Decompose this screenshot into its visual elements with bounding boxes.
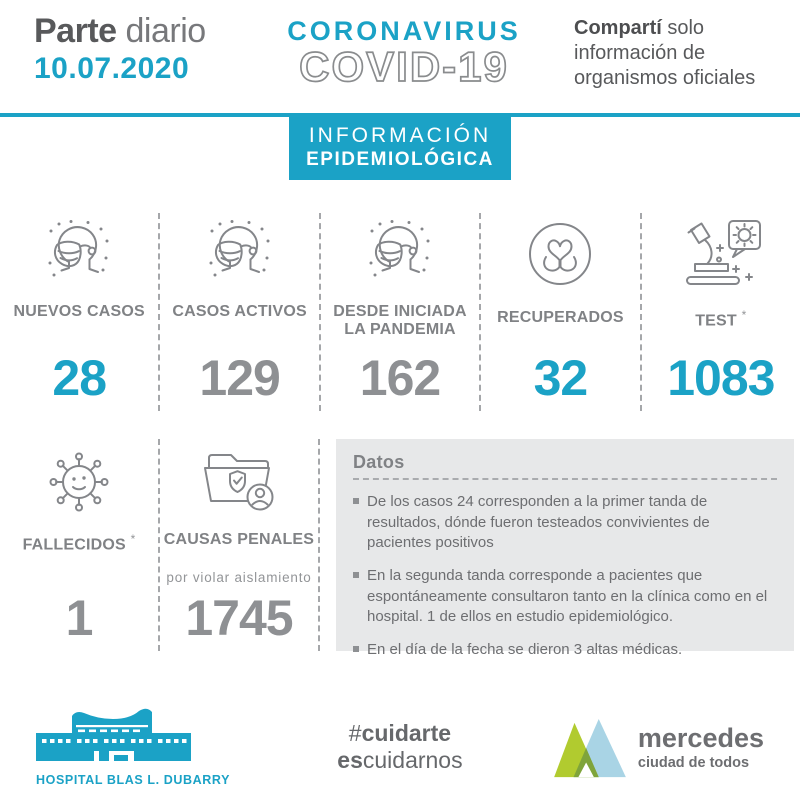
asterisk-note: * xyxy=(741,308,747,322)
city-logo-block xyxy=(554,717,764,787)
brand-block xyxy=(234,14,574,91)
asterisk-note: * xyxy=(130,532,136,546)
city-tagline: ciudad de todos xyxy=(637,755,750,771)
hashtag-block xyxy=(337,720,462,787)
stats-row-2 xyxy=(0,439,800,659)
section-banner xyxy=(289,117,511,180)
divider-rule xyxy=(0,113,800,169)
stat-test xyxy=(642,213,800,411)
microscope-icon xyxy=(679,213,763,295)
hashtag-word2-bold: es xyxy=(337,746,363,773)
stat-sublabel: por violar aislamiento xyxy=(166,570,312,585)
city-text xyxy=(638,725,764,771)
bullet-square-icon xyxy=(353,572,359,578)
hashtag-line1 xyxy=(337,720,462,746)
share-notice xyxy=(574,14,786,91)
banner-line1: INFORMACIÓN xyxy=(308,124,492,147)
banner-line2: EPIDEMIOLÓGICA xyxy=(306,149,494,170)
hashtag-word1: cuidarte xyxy=(361,720,452,747)
stat-label: RECUPERADOS xyxy=(497,309,624,326)
stat-value: 32 xyxy=(533,350,588,406)
bullet-text: De los casos 24 corresponden a la primer tanda de resultados, dónde fueron testeados convivientes de pacientes positivos xyxy=(367,493,710,552)
datos-box xyxy=(336,439,794,659)
datos-title-wrap xyxy=(353,452,777,480)
bullet-square-icon xyxy=(353,646,359,652)
stat-label-line2: LA PANDEMIA xyxy=(344,320,456,338)
stat-label-text: FALLECIDOS xyxy=(22,536,126,554)
bullet-text: En el día de la fecha se dieron 3 altas médicas. xyxy=(367,641,683,659)
hashtag-word2: cuidarnos xyxy=(362,746,463,773)
share-notice-line3: organismos oficiales xyxy=(574,67,756,89)
report-title xyxy=(34,14,234,50)
header xyxy=(0,0,800,113)
stat-casos-activos xyxy=(160,213,320,411)
mercedes-m-logo xyxy=(554,717,626,779)
city-name: mercedes xyxy=(637,723,764,753)
stat-recuperados xyxy=(481,213,641,411)
stat-value: 162 xyxy=(359,350,441,406)
stat-label: CAUSAS PENALES xyxy=(163,531,315,548)
stat-label: CASOS ACTIVOS xyxy=(172,303,307,320)
datos-title: Datos xyxy=(353,452,405,472)
share-notice-bold: Compartí xyxy=(574,17,662,39)
mask-person-icon xyxy=(204,213,276,295)
folder-shield-person-icon xyxy=(196,439,282,521)
stat-label-line1: DESDE INICIADA xyxy=(333,303,467,320)
report-date: 10.07.2020 xyxy=(34,51,190,85)
share-notice-line1: solo xyxy=(661,17,705,39)
stat-label: NUEVOS CASOS xyxy=(13,303,145,320)
stat-label xyxy=(695,309,746,347)
hospital-building-icon xyxy=(36,703,191,763)
stat-label xyxy=(23,533,136,571)
hashtag-line2 xyxy=(337,747,462,773)
brand-covid19: COVID-19 xyxy=(299,43,509,90)
datos-bullet xyxy=(353,566,777,628)
report-title-block xyxy=(34,14,234,86)
stat-value: 1083 xyxy=(667,350,775,406)
stat-label-text: TEST xyxy=(695,312,737,330)
bullet-text: En la segunda tanda corresponde a pacientes que espontáneamente consultaron tanto en la clínica como en el hospital. 1 de ellos en estudio epidemiológico. xyxy=(367,567,768,626)
hash-symbol: # xyxy=(348,720,362,747)
report-title-bold: Parte xyxy=(34,12,117,50)
brand-coronavirus: CORONAVIRUS xyxy=(287,16,521,46)
datos-bullet xyxy=(353,492,777,554)
stat-fallecidos xyxy=(0,439,160,651)
stat-label xyxy=(333,303,466,341)
stat-nuevos-casos xyxy=(0,213,160,411)
stats-row-1 xyxy=(0,213,800,411)
hands-heart-icon xyxy=(524,213,596,295)
stat-value: 129 xyxy=(199,350,280,406)
report-title-rest: diario xyxy=(116,12,206,50)
footer xyxy=(0,703,800,787)
stat-desde-pandemia xyxy=(321,213,481,411)
bullet-square-icon xyxy=(353,498,359,504)
stat-value: 1 xyxy=(65,590,93,646)
stat-causas-penales xyxy=(160,439,320,651)
datos-bullet xyxy=(353,640,777,661)
hospital-block xyxy=(36,703,246,787)
hospital-name: HOSPITAL BLAS L. DUBARRY xyxy=(36,773,231,787)
virus-icon xyxy=(43,439,115,521)
mask-person-icon xyxy=(43,213,115,295)
share-notice-line2: información de xyxy=(574,42,706,64)
stat-value: 1745 xyxy=(185,590,293,646)
stat-value: 28 xyxy=(52,350,107,406)
mask-person-icon xyxy=(364,213,436,295)
